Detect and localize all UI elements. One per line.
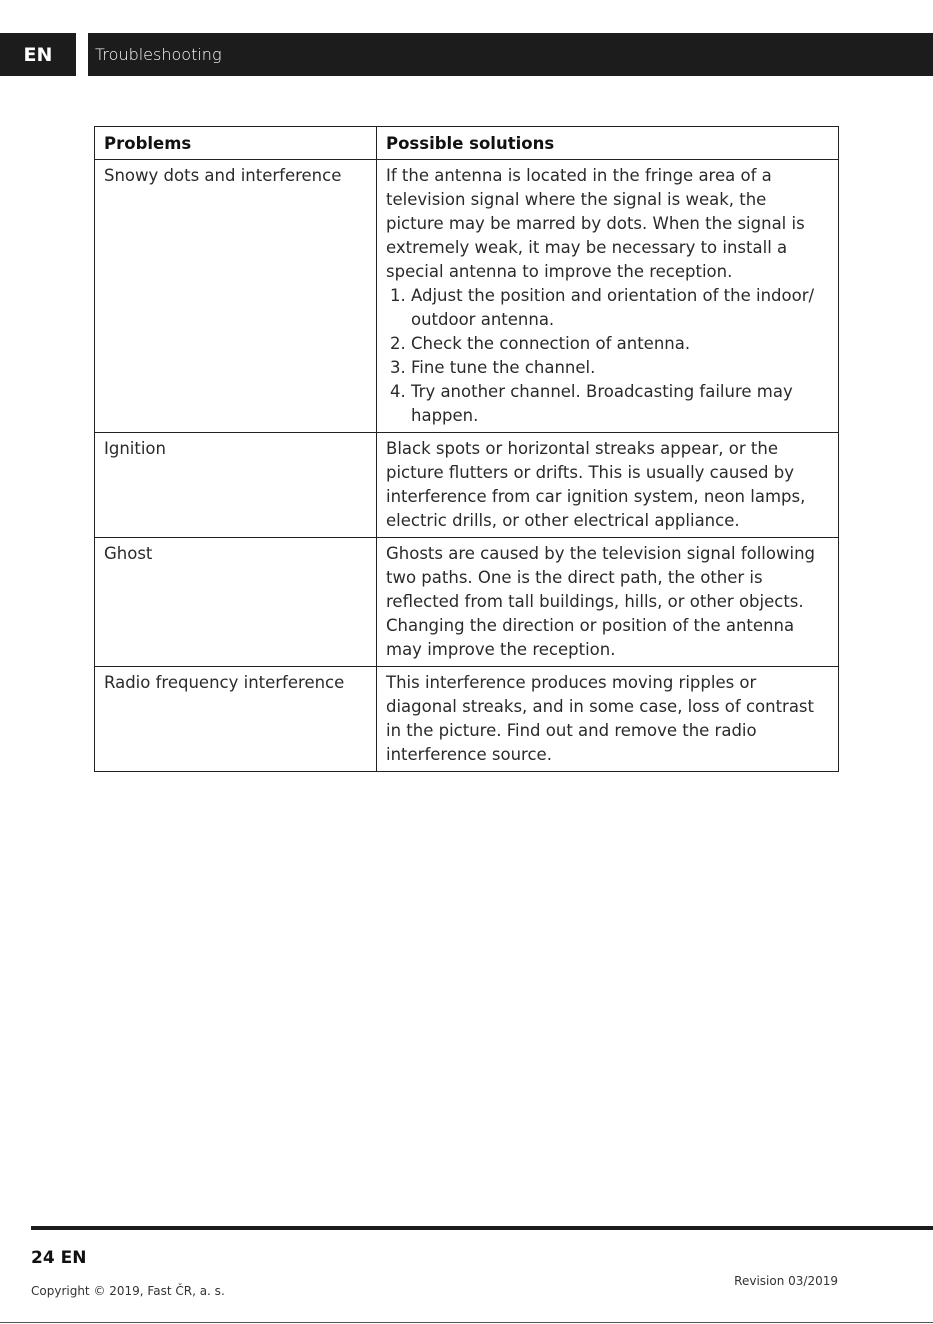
solution-cell: Ghosts are caused by the television signal following two paths. One is the direct path, the other is reflected from tall buildings, hills, or other objects. Changing the direction or position of the antenna may improve the reception. [377,538,839,667]
solution-cell [377,160,839,433]
language-tag: EN [23,43,53,66]
problem-cell: Ignition [95,433,377,538]
step-item: 1. Adjust the position and orientation of the indoor/ outdoor antenna. [411,284,829,332]
step-item: 4. Try another channel. Broadcasting failure may happen. [411,380,829,428]
column-header-solutions: Possible solutions [377,127,839,160]
solution-text: If the antenna is located in the fringe area of a television signal where the signal is weak, the picture may be marred by dots. When the signal is extremely weak, it may be necessary to install a special antenna to improve the reception. [386,166,805,281]
problem-cell: Radio frequency interference [95,667,377,772]
solution-cell: Black spots or horizontal streaks appear, or the picture flutters or drifts. This is usually caused by interference from car ignition system, neon lamps, electric drills, or other electrical appliance. [377,433,839,538]
problem-cell: Ghost [95,538,377,667]
table-row [95,433,839,538]
header-divider [76,33,88,76]
copyright-text: Copyright © 2019, Fast ČR, a. s. [31,1284,225,1298]
problem-cell: Snowy dots and interference [95,160,377,433]
step-item: 3. Fine tune the channel. [411,356,829,380]
troubleshooting-table [94,126,839,772]
section-title: Troubleshooting [95,45,222,64]
solution-cell: This interference produces moving ripples or diagonal streaks, and in some case, loss of contrast in the picture. Find out and remove the radio interference source. [377,667,839,772]
revision-text: Revision 03/2019 [734,1274,838,1288]
footer-rule [31,1226,933,1230]
bottom-rule [0,1322,933,1323]
table-row [95,538,839,667]
page-number: 24 EN [31,1248,87,1268]
header-bar [0,33,933,76]
table-header-row [95,127,839,160]
steps-list [386,284,829,428]
step-item: 2. Check the connection of antenna. [411,332,829,356]
table-row [95,160,839,433]
table-row [95,667,839,772]
column-header-problems: Problems [95,127,377,160]
